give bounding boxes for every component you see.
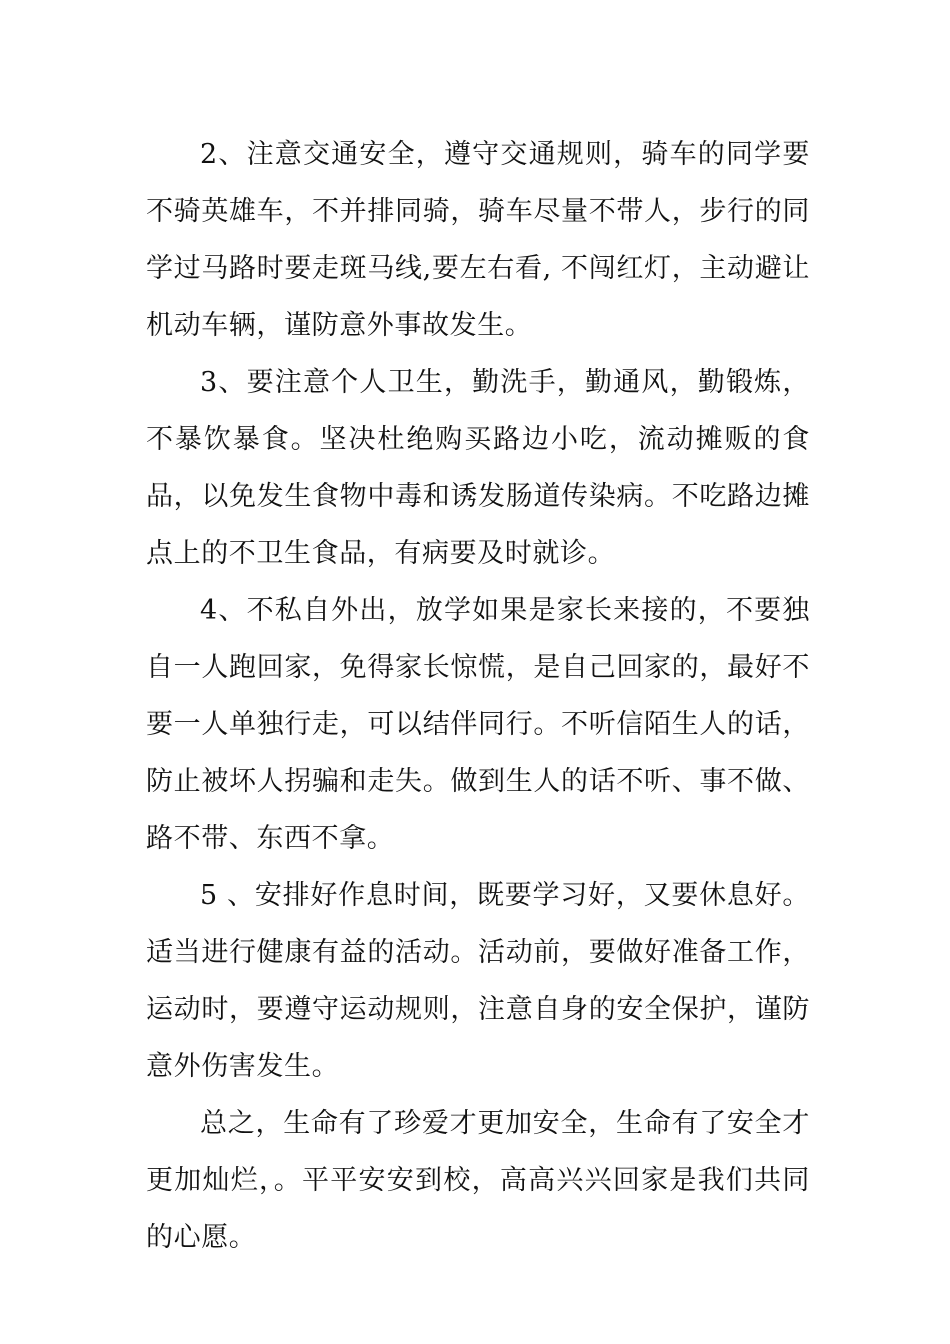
paragraph-schedule: 5 、安排好作息时间，既要学习好，又要休息好。适当进行健康有益的活动。活动前，要做好准备工作，运动时，要遵守运动规则，注意自身的安全保护，谨防意外伤害发生。 [146,880,810,1082]
paragraph-personal-hygiene: 3、要注意个人卫生，勤洗手，勤通风，勤锻炼，不暴饮暴食。坚决杜绝购买路边小吃，流动摊贩的食品，以免发生食物中毒和诱发肠道传染病。不吃路边摊点上的不卫生食品，有病要及时就诊。 [146,367,810,569]
document-body [146,126,810,1266]
paragraph-traffic-safety: 2、注意交通安全，遵守交通规则，骑车的同学要不骑英雄车，不并排同骑，骑车尽量不带人，步行的同学过马路时要走斑马线,要左右看, 不闯红灯，主动避让机动车辆，谨防意外事故发生。 [146,139,810,341]
paragraph-conclusion: 总之，生命有了珍爱才更加安全，生命有了安全才更加灿烂，。平平安安到校，高高兴兴回家是我们共同的心愿。 [146,1108,810,1253]
paragraph-going-out: 4、不私自外出，放学如果是家长来接的，不要独自一人跑回家，免得家长惊慌，是自己回家的，最好不要一人单独行走，可以结伴同行。不听信陌生人的话，防止被坏人拐骗和走失。做到生人的话不听、事不做、路不带、东西不拿。 [146,595,810,854]
